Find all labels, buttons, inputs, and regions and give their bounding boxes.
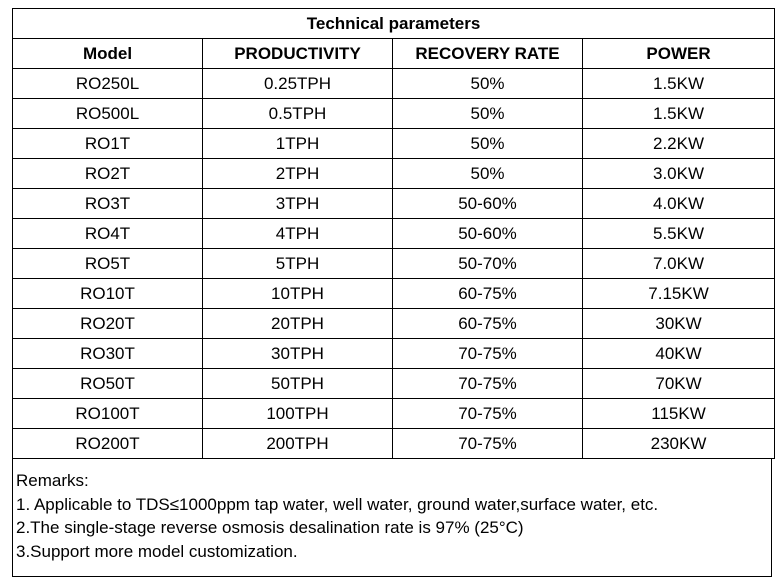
cell-model: RO1T <box>13 129 203 159</box>
cell-model: RO4T <box>13 219 203 249</box>
header-productivity: PRODUCTIVITY <box>203 39 393 69</box>
cell-model: RO3T <box>13 189 203 219</box>
cell-recovery-rate: 50-60% <box>393 219 583 249</box>
table-row <box>13 99 775 129</box>
technical-parameters-table <box>12 8 775 459</box>
cell-productivity: 0.5TPH <box>203 99 393 129</box>
cell-recovery-rate: 70-75% <box>393 399 583 429</box>
cell-recovery-rate: 60-75% <box>393 309 583 339</box>
cell-recovery-rate: 70-75% <box>393 339 583 369</box>
cell-model: RO10T <box>13 279 203 309</box>
cell-recovery-rate: 50% <box>393 159 583 189</box>
cell-productivity: 2TPH <box>203 159 393 189</box>
table-row <box>13 399 775 429</box>
header-power: POWER <box>583 39 775 69</box>
cell-productivity: 30TPH <box>203 339 393 369</box>
cell-power: 1.5KW <box>583 99 775 129</box>
remarks-box <box>12 459 772 577</box>
header-row <box>13 39 775 69</box>
cell-power: 1.5KW <box>583 69 775 99</box>
cell-recovery-rate: 50% <box>393 129 583 159</box>
cell-recovery-rate: 60-75% <box>393 279 583 309</box>
header-recovery-rate: RECOVERY RATE <box>393 39 583 69</box>
cell-productivity: 20TPH <box>203 309 393 339</box>
cell-power: 5.5KW <box>583 219 775 249</box>
cell-power: 230KW <box>583 429 775 459</box>
table-row <box>13 369 775 399</box>
cell-power: 115KW <box>583 399 775 429</box>
remark-line: 3.Support more model customization. <box>16 541 298 561</box>
table-row <box>13 69 775 99</box>
cell-productivity: 10TPH <box>203 279 393 309</box>
cell-recovery-rate: 50% <box>393 69 583 99</box>
cell-power: 2.2KW <box>583 129 775 159</box>
remark-line: 2.The single-stage reverse osmosis desalination rate is 97% (25°C) <box>16 518 524 537</box>
cell-recovery-rate: 50-60% <box>393 189 583 219</box>
table-row <box>13 189 775 219</box>
cell-model: RO500L <box>13 99 203 129</box>
cell-productivity: 50TPH <box>203 369 393 399</box>
cell-recovery-rate: 50% <box>393 99 583 129</box>
table-row <box>13 279 775 309</box>
cell-model: RO5T <box>13 249 203 279</box>
cell-model: RO100T <box>13 399 203 429</box>
table-row <box>13 219 775 249</box>
cell-recovery-rate: 70-75% <box>393 429 583 459</box>
cell-model: RO200T <box>13 429 203 459</box>
table-title: Technical parameters <box>13 9 775 39</box>
header-model: Model <box>13 39 203 69</box>
cell-productivity: 1TPH <box>203 129 393 159</box>
cell-productivity: 100TPH <box>203 399 393 429</box>
table-row <box>13 129 775 159</box>
remarks-heading: Remarks: <box>16 471 89 490</box>
table-row <box>13 159 775 189</box>
cell-power: 30KW <box>583 309 775 339</box>
cell-recovery-rate: 50-70% <box>393 249 583 279</box>
cell-productivity: 5TPH <box>203 249 393 279</box>
table-row <box>13 309 775 339</box>
cell-productivity: 3TPH <box>203 189 393 219</box>
cell-model: RO30T <box>13 339 203 369</box>
table-row <box>13 429 775 459</box>
parameters-sheet <box>12 8 774 577</box>
table-row <box>13 339 775 369</box>
cell-power: 40KW <box>583 339 775 369</box>
remark-line: 1. Applicable to TDS≤1000ppm tap water, well water, ground water,surface water, etc. <box>16 494 659 514</box>
cell-power: 4.0KW <box>583 189 775 219</box>
cell-model: RO50T <box>13 369 203 399</box>
cell-productivity: 0.25TPH <box>203 69 393 99</box>
cell-power: 70KW <box>583 369 775 399</box>
cell-model: RO2T <box>13 159 203 189</box>
cell-power: 3.0KW <box>583 159 775 189</box>
cell-productivity: 200TPH <box>203 429 393 459</box>
cell-productivity: 4TPH <box>203 219 393 249</box>
cell-model: RO250L <box>13 69 203 99</box>
table-row <box>13 249 775 279</box>
cell-model: RO20T <box>13 309 203 339</box>
cell-power: 7.0KW <box>583 249 775 279</box>
cell-power: 7.15KW <box>583 279 775 309</box>
cell-recovery-rate: 70-75% <box>393 369 583 399</box>
